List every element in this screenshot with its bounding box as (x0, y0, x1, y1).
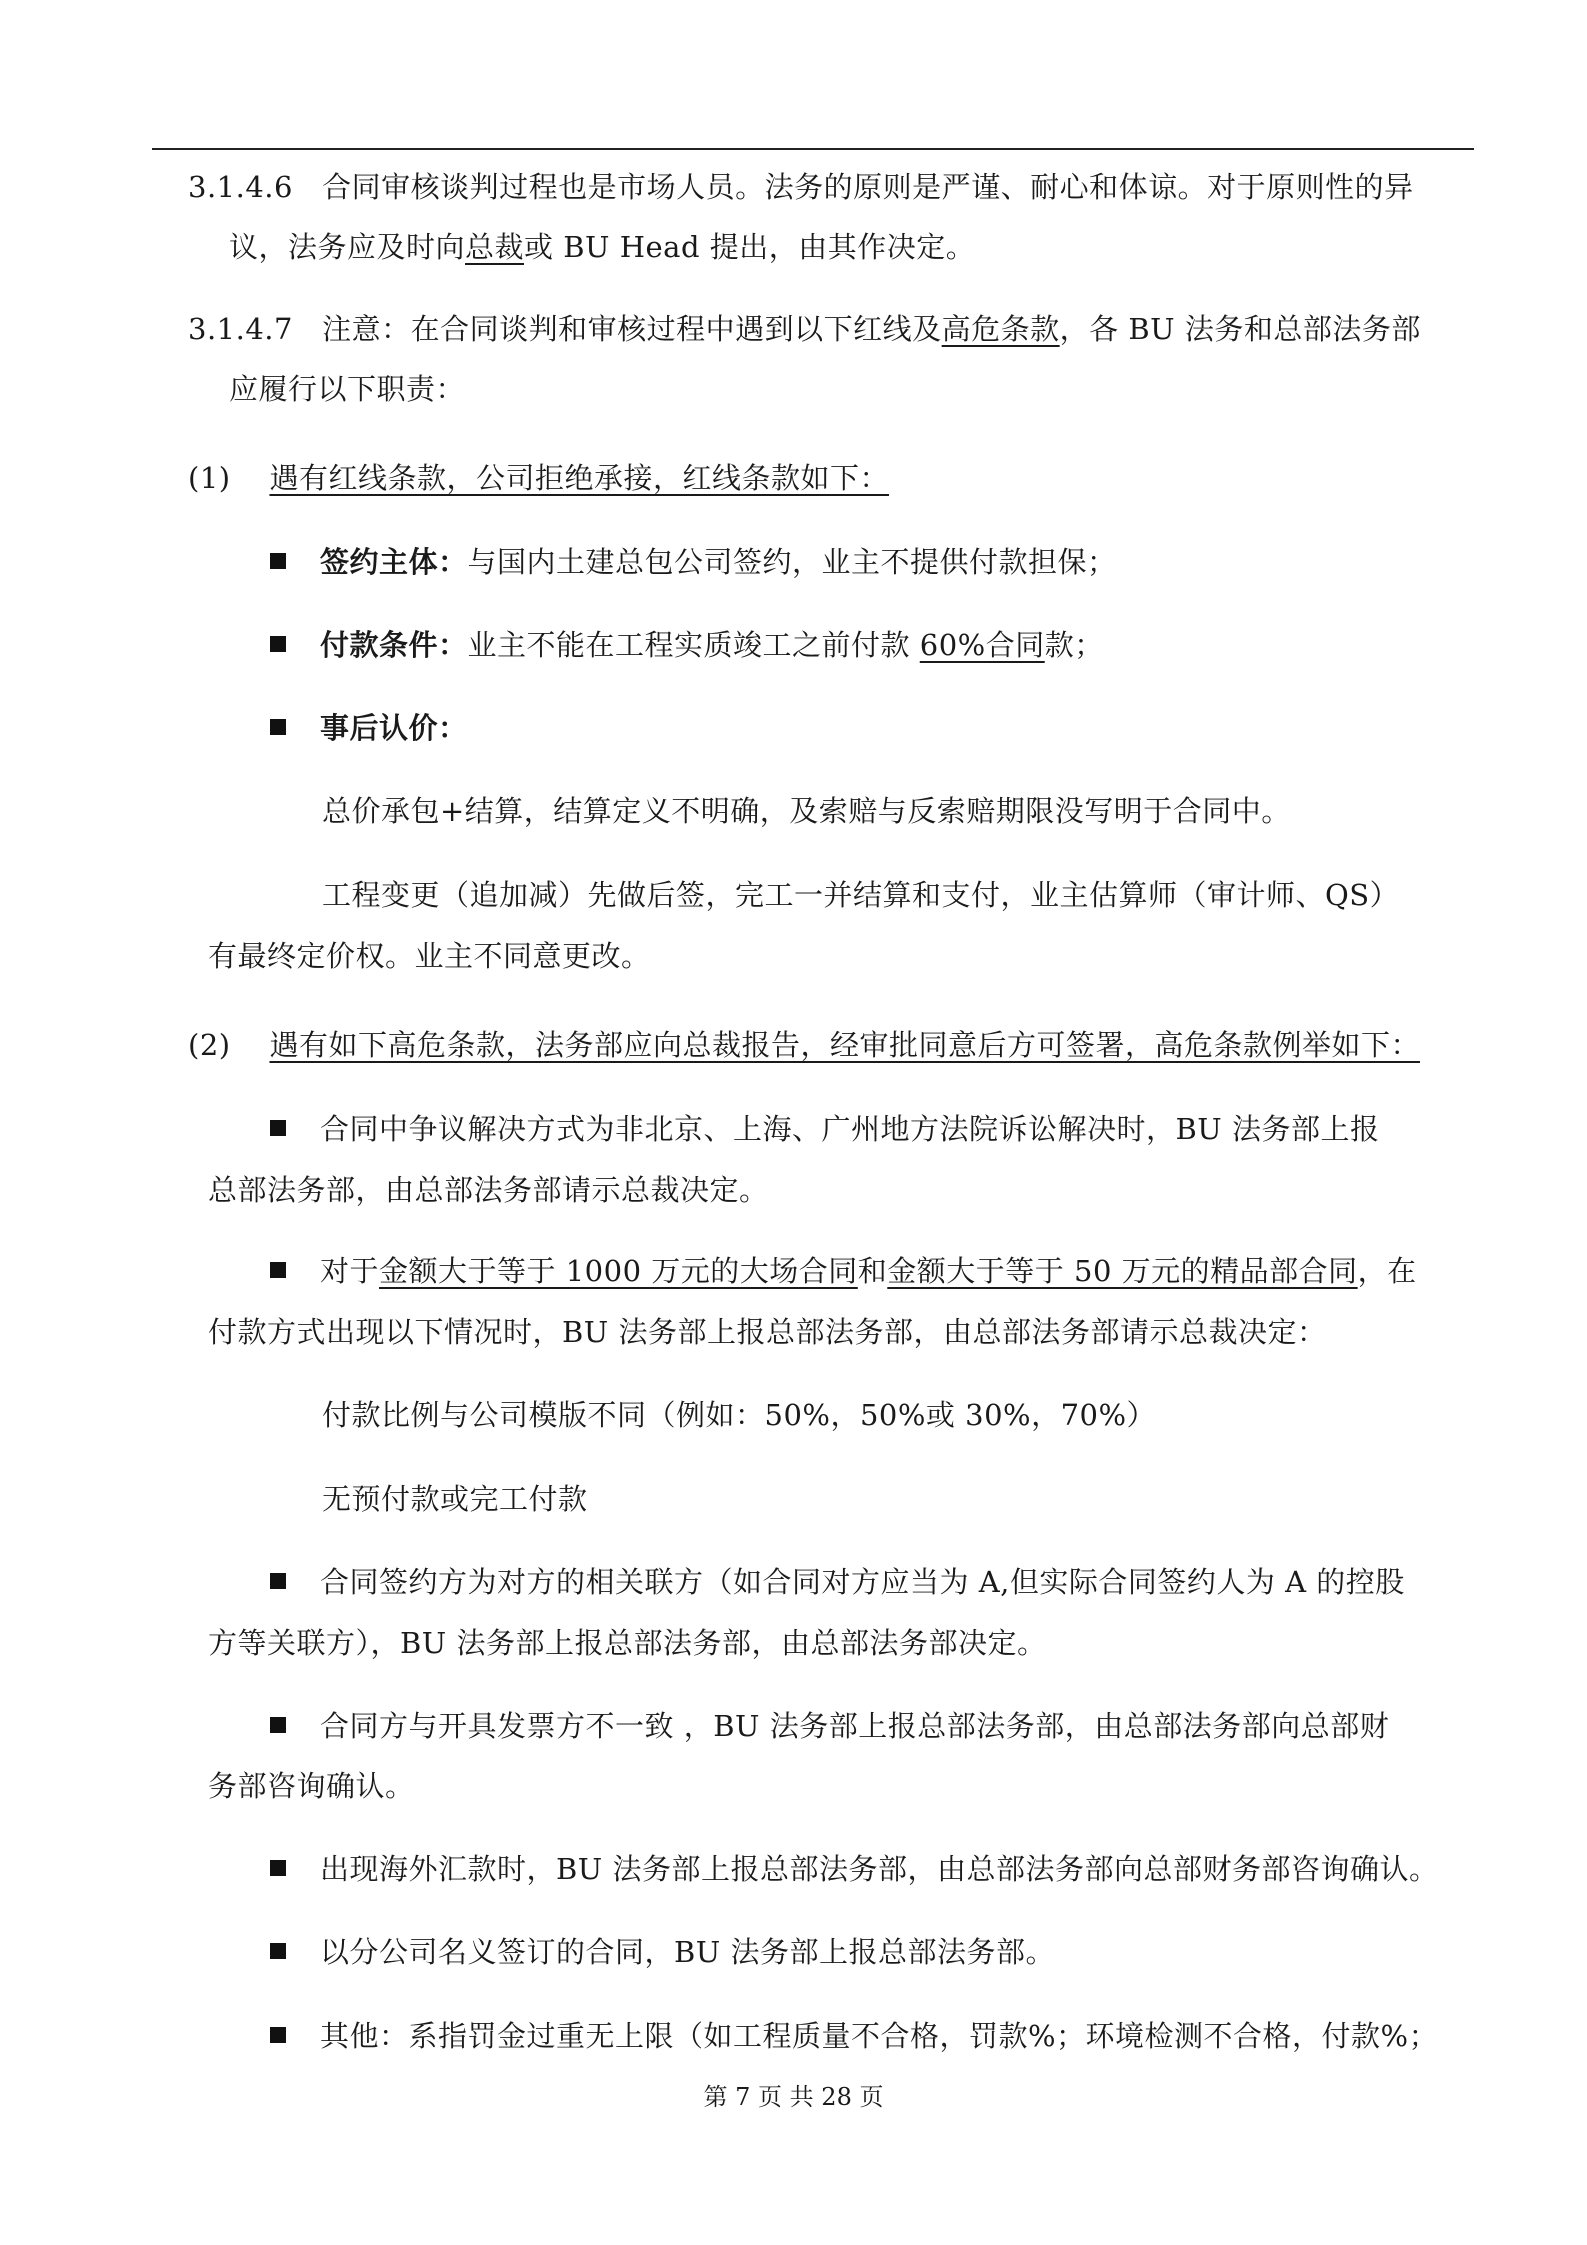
square-bullet-icon (270, 636, 286, 652)
page-footer: 第 7 页 共 28 页 (703, 2083, 884, 2111)
underlined-term: 总裁 (465, 230, 525, 264)
square-bullet-icon (270, 1262, 286, 1278)
section-number: 3.1.4.7 (188, 312, 293, 346)
highrisk-item-5: 出现海外汇款时，BU 法务部上报总部法务部，由总部法务部向总部财务部咨询确认。 (270, 1849, 1438, 1889)
redline-bullet-1: 签约主体：与国内土建总包公司签约，业主不提供付款担保； (270, 542, 1117, 582)
section-number: 3.1.4.6 (188, 170, 293, 204)
section-3147-line2: 应履行以下职责： (229, 372, 466, 406)
square-bullet-icon (270, 1860, 286, 1876)
square-bullet-icon (270, 719, 286, 735)
item-number: (1) (188, 461, 231, 495)
highrisk-item-3-line1: 合同签约方为对方的相关联方（如合同对方应当为 A,但实际合同签约人为 A 的控股 (270, 1562, 1405, 1602)
highrisk-item-2-line2: 付款方式出现以下情况时，BU 法务部上报总部法务部，由总部法务部请示总裁决定： (208, 1315, 1327, 1349)
square-bullet-icon (270, 1120, 286, 1136)
header-rule (152, 148, 1474, 150)
highrisk-item-3-line2: 方等关联方），BU 法务部上报总部法务部，由总部法务部决定。 (208, 1626, 1047, 1660)
highrisk-item-1-line2: 总部法务部，由总部法务部请示总裁决定。 (208, 1173, 769, 1207)
underlined-term: 高危条款 (941, 312, 1060, 346)
highrisk-item-4-line1: 合同方与开具发票方不一致 ，BU 法务部上报总部法务部，由总部法务部向总部财 (270, 1706, 1389, 1746)
redline-bullet-3: 事后认价： (270, 708, 468, 748)
item-2-heading: (2) 遇有如下高危条款，法务部应向总裁报告，经审批同意后方可签署，高危条款例举如下： (188, 1025, 1420, 1065)
highrisk-item-4-line2: 务部咨询确认。 (208, 1769, 415, 1803)
item-1-heading: (1) 遇有红线条款，公司拒绝承接，红线条款如下： (188, 458, 889, 498)
redline-bullet-2: 付款条件：业主不能在工程实质竣工之前付款 60%合同款； (270, 625, 1104, 665)
highrisk-item-2-line1: 对于金额大于等于 1000 万元的大场合同和金额大于等于 50 万元的精品部合同，在 (270, 1251, 1417, 1291)
highrisk-item-6: 以分公司名义签订的合同，BU 法务部上报总部法务部。 (270, 1932, 1055, 1972)
highrisk-item-1-line1: 合同中争议解决方式为非北京、上海、广州地方法院诉讼解决时，BU 法务部上报 (270, 1109, 1379, 1149)
square-bullet-icon (270, 553, 286, 569)
redline-para-2-line2: 有最终定价权。业主不同意更改。 (208, 939, 651, 973)
redline-para-1: 总价承包+结算，结算定义不明确，及索赔与反索赔期限没写明于合同中。 (322, 794, 1291, 828)
item-number: (2) (188, 1028, 231, 1062)
section-3147-line1: 3.1.4.7 注意：在合同谈判和审核过程中遇到以下红线及高危条款，各 BU 法务和总部法务部 (188, 309, 1421, 349)
square-bullet-icon (270, 1573, 286, 1589)
highrisk-item-2-sub1: 付款比例与公司模版不同（例如：50%，50%或 30%，70%） (322, 1398, 1157, 1432)
square-bullet-icon (270, 1717, 286, 1733)
square-bullet-icon (270, 2027, 286, 2043)
section-3146-line2: 议，法务应及时向总裁或 BU Head 提出，由其作决定。 (229, 230, 976, 264)
section-3146-line1: 3.1.4.6 合同审核谈判过程也是市场人员。法务的原则是严谨、耐心和体谅。对于原则性的异 (188, 167, 1414, 207)
redline-para-2-line1: 工程变更（追加减）先做后签，完工一并结算和支付，业主估算师（审计师、QS） (322, 878, 1400, 912)
highrisk-item-7: 其他：系指罚金过重无上限（如工程质量不合格，罚款%；环境检测不合格，付款%； (270, 2016, 1438, 2056)
square-bullet-icon (270, 1943, 286, 1959)
highrisk-item-2-sub2: 无预付款或完工付款 (322, 1482, 588, 1516)
